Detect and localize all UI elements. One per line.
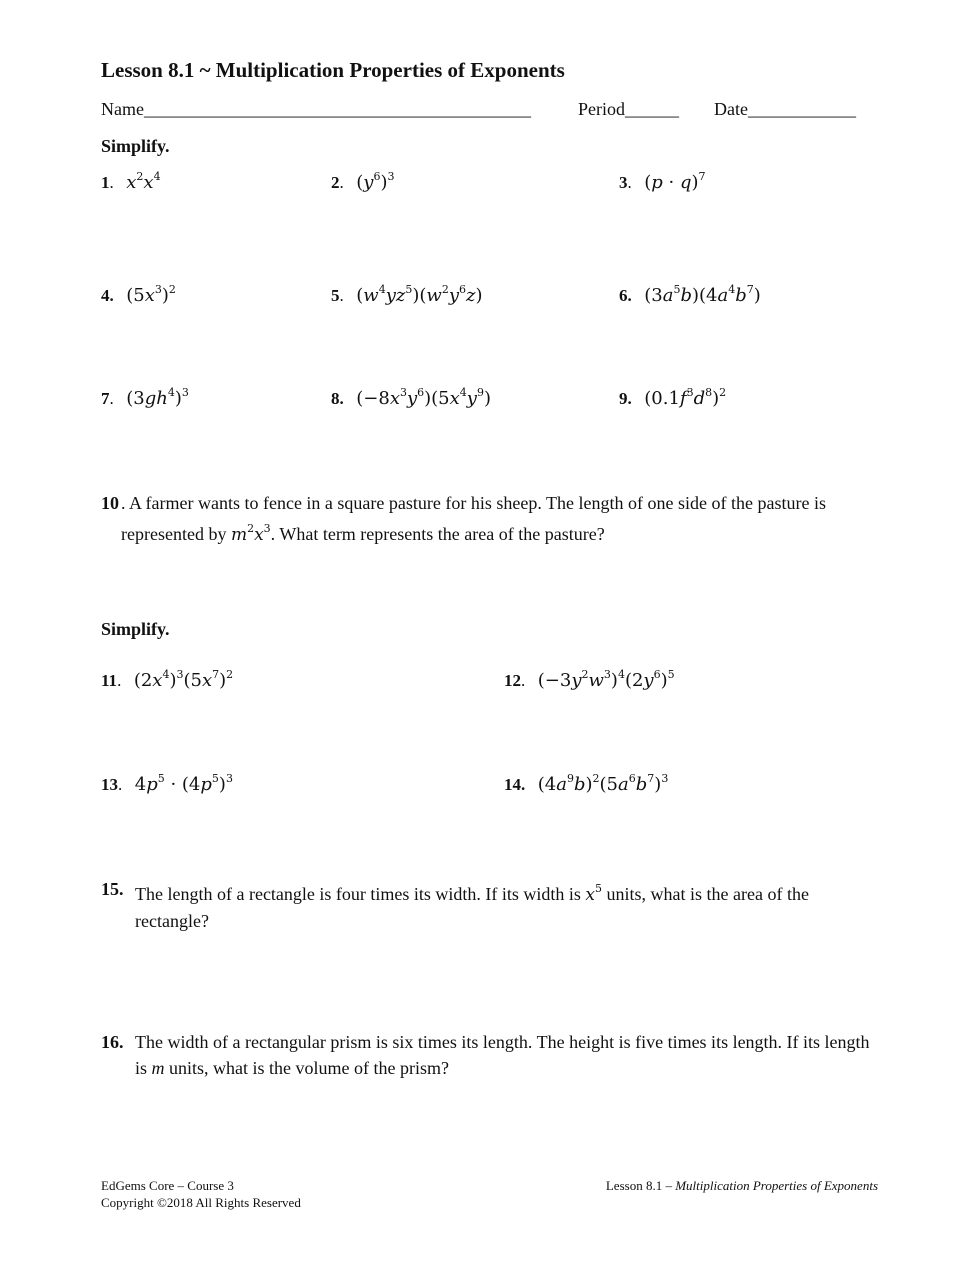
problem-11: 11. $(2x^4)^3(5x^7)^2$ — [101, 668, 234, 691]
footer-right — [606, 1177, 878, 1194]
problem-8: 8. $(-8x^3y^6)(5x^4y^9)$ — [331, 386, 491, 409]
problem-13: 13. $4p^5 \cdot (4p^5)^3$ — [101, 772, 233, 795]
expression: $x^5$ — [585, 882, 603, 905]
footer-copyright: Copyright ©2018 All Rights Reserved — [101, 1195, 301, 1210]
date-line: ____________ — [747, 99, 856, 119]
date-label: Date — [714, 99, 748, 119]
expression: $(4a^9b)^2(5a^6b^7)^3$ — [537, 772, 669, 795]
word-problem-15: 15. The length of a rectangle is four times its width. If its width is $x^5$ units, what is the area of the rectangle? — [101, 879, 809, 931]
problem-2: 2. $(y^6)^3$ — [331, 170, 395, 193]
name-label: Name — [101, 99, 144, 119]
footer-course: EdGems Core – Course 3 — [101, 1178, 234, 1193]
name-line: ___________________________________________ — [143, 99, 531, 119]
page-title: Lesson 8.1 ~ Multiplication Properties of Exponents — [101, 58, 565, 82]
expression: $x^2x^4$ — [126, 170, 161, 193]
problem-9: 9. $(0.1f^3d^8)^2$ — [619, 386, 727, 409]
expression: $(w^4yz^5)(w^2y^6z)$ — [356, 283, 483, 306]
period-label: Period — [578, 99, 625, 119]
period-line: ______ — [625, 99, 679, 119]
expression: $(p \cdot q)^7$ — [644, 170, 706, 193]
footer-lesson: Lesson 8.1 – — [605, 1178, 676, 1193]
date-field[interactable] — [714, 99, 856, 120]
problem-5: 5. $(w^4yz^5)(w^2y^6z)$ — [331, 283, 483, 306]
expression: $(-3y^2w^3)^4(2y^6)^5$ — [537, 668, 675, 691]
problem-14: 14. $(4a^9b)^2(5a^6b^7)^3$ — [504, 772, 669, 795]
expression: $(3a^5b)(4a^4b^7)$ — [644, 283, 761, 306]
word-problem-10: 10 . A farmer wants to fence in a square pasture for his sheep. The length of one side of the pasture is represented by $m^2x^3$. What term represents the area of the pasture? — [101, 493, 826, 545]
expression: $(5x^3)^2$ — [126, 283, 176, 306]
problem-7: 7. $(3gh^4)^3$ — [101, 386, 189, 409]
footer-left — [101, 1177, 301, 1211]
problem-4: 4. $(5x^3)^2$ — [101, 283, 176, 306]
footer-lesson-title: Multiplication Properties of Exponents — [675, 1178, 878, 1193]
expression: $m^2x^3$ — [230, 522, 271, 545]
expression: $(2x^4)^3(5x^7)^2$ — [133, 668, 234, 691]
section-heading: Simplify. — [101, 136, 170, 156]
problem-12: 12. $(-3y^2w^3)^4(2y^6)^5$ — [504, 668, 675, 691]
problem-1: 1. $x^2x^4$ — [101, 170, 161, 193]
expression: $(y^6)^3$ — [356, 170, 395, 193]
word-problem-16: 16. The width of a rectangular prism is six times its length. The height is five times its length. If its length is m units, what is the volume of the prism? — [101, 1032, 870, 1078]
expression: $(0.1f^3d^8)^2$ — [644, 386, 727, 409]
expression: $(-8x^3y^6)(5x^4y^9)$ — [356, 386, 491, 409]
period-field[interactable] — [578, 99, 679, 120]
section-heading-2: Simplify. — [101, 619, 170, 639]
problem-6: 6. $(3a^5b)(4a^4b^7)$ — [619, 283, 761, 306]
name-field[interactable] — [101, 99, 531, 120]
expression: $(3gh^4)^3$ — [126, 386, 189, 409]
problem-3: 3. $(p \cdot q)^7$ — [619, 170, 706, 193]
expression: $4p^5 \cdot (4p^5)^3$ — [134, 772, 233, 795]
